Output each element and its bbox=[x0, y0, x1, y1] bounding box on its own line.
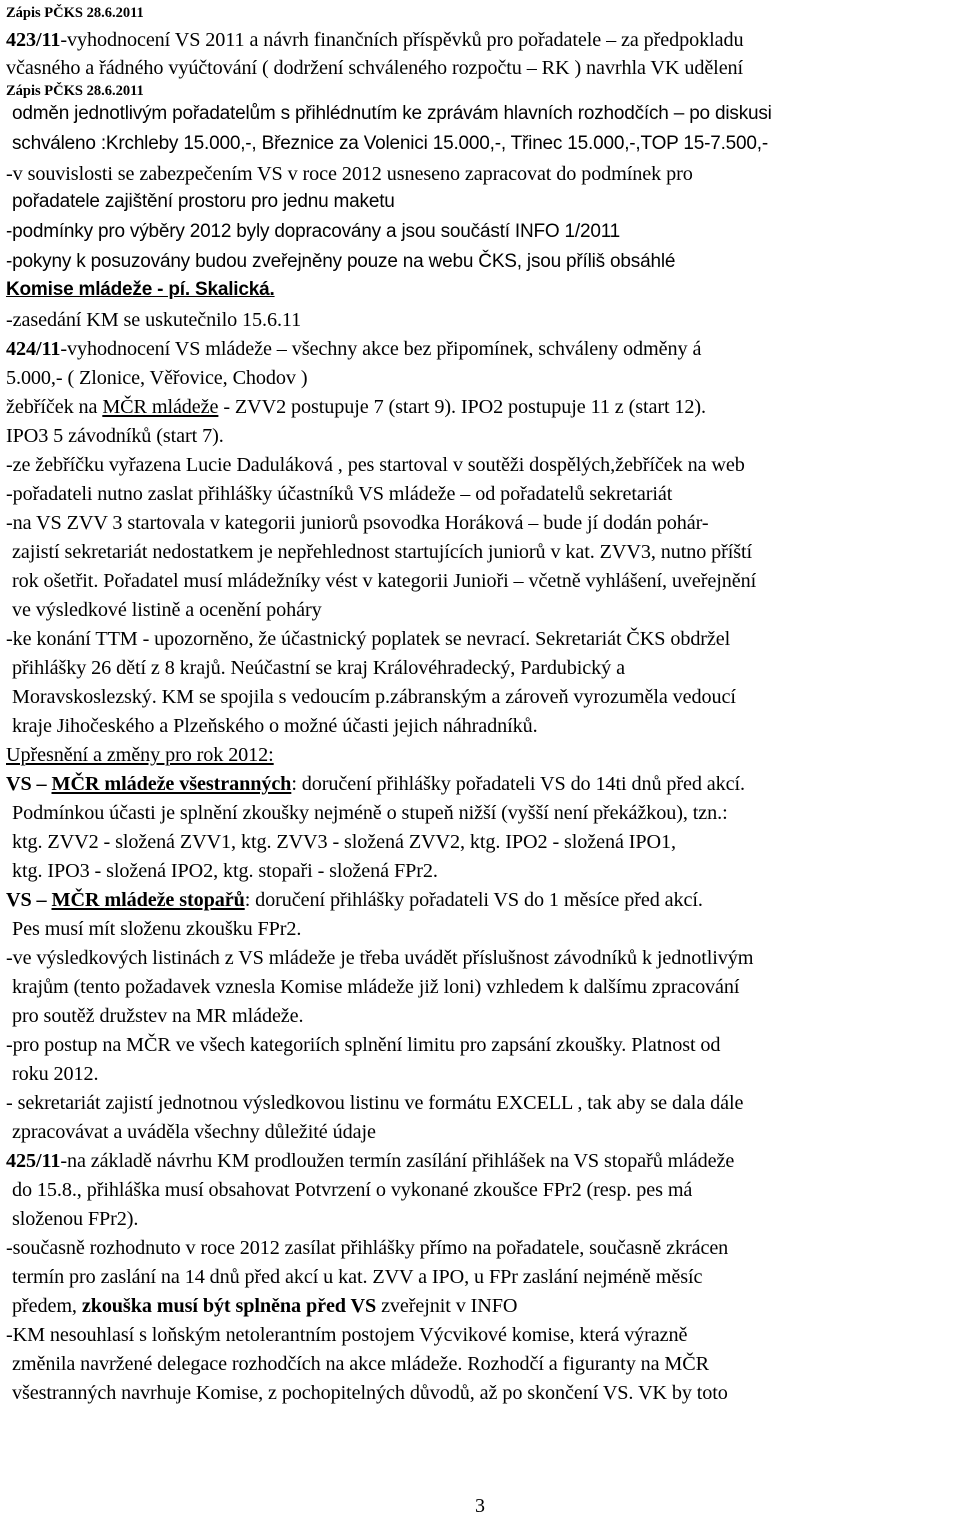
resolution-number: 423/11 bbox=[6, 29, 61, 51]
minutes-line: - sekretariát zajistí jednotnou výsledkovou listinu ve formátu EXCELL , tak aby se dala dále bbox=[6, 1092, 744, 1114]
bold-underlined-text: MČR mládeže všestranných bbox=[51, 773, 292, 795]
minutes-line: IPO3 5 závodníků (start 7). bbox=[6, 425, 224, 447]
minutes-line: do 15.8., přihláška musí obsahovat Potvrzení o vykonané zkoušce FPr2 (resp. pes má bbox=[12, 1179, 693, 1201]
minutes-line bbox=[6, 27, 744, 53]
line-text: předem, bbox=[12, 1295, 82, 1317]
line-text: žebříček na bbox=[6, 396, 103, 418]
minutes-line: Pes musí mít složenu zkoušku FPr2. bbox=[12, 918, 302, 940]
minutes-line bbox=[6, 336, 701, 362]
line-text: -vyhodnocení VS mládeže – všechny akce bez připomínek, schváleny odměny á bbox=[60, 338, 702, 360]
minutes-line: zajistí sekretariát nedostatkem je nepřehlednost startujících juniorů v kat. ZVV3, nutno příští bbox=[12, 541, 753, 563]
minutes-line: změnila navržené delegace rozhodčích na akce mládeže. Rozhodčí a figuranty na MČR bbox=[12, 1353, 710, 1375]
minutes-line: složenou FPr2). bbox=[12, 1208, 139, 1230]
minutes-line: Podmínkou účasti je splnění zkoušky nejméně o stupeň nižší (vyšší není překážkou), tzn.: bbox=[12, 802, 728, 824]
minutes-line bbox=[12, 1293, 517, 1319]
section-heading-youth-commission: Komise mládeže - pí. Skalická. bbox=[6, 279, 275, 300]
bold-underlined-text: MČR mládeže stopařů bbox=[51, 889, 245, 911]
minutes-line: zpracovávat a uváděla všechny důležité údaje bbox=[12, 1121, 376, 1143]
minutes-line: -současně rozhodnuto v roce 2012 zasílat přihlášky přímo na pořadatele, současně zkrácen bbox=[6, 1237, 729, 1259]
minutes-line: 5.000,- ( Zlonice, Věřovice, Chodov ) bbox=[6, 367, 308, 389]
line-text: -vyhodnocení VS 2011 a návrh finančních příspěvků pro pořadatele – za předpokladu bbox=[60, 29, 744, 51]
minutes-line: termín pro zaslání na 14 dnů před akcí u kat. ZVV a IPO, u FPr zaslání nejméně měsíc bbox=[12, 1266, 703, 1288]
line-text: -na základě návrhu KM prodloužen termín zasílání přihlášek na VS stopařů mládeže bbox=[60, 1150, 735, 1172]
minutes-line: -ve výsledkových listinách z VS mládeže je třeba uvádět příslušnost závodníků k jednotlivým bbox=[6, 947, 754, 969]
minutes-line: -zasedání KM se uskutečnilo 15.6.11 bbox=[6, 309, 302, 331]
page-header-repeat: Zápis PČKS 28.6.2011 bbox=[6, 83, 144, 99]
line-text: : doručení přihlášky pořadateli VS do 1 měsíce před akcí. bbox=[244, 889, 703, 911]
minutes-line: -podmínky pro výběry 2012 byly dopracovány a jsou součástí INFO 1/2011 bbox=[6, 221, 621, 242]
minutes-line bbox=[6, 394, 706, 420]
resolution-number: 425/11 bbox=[6, 1150, 61, 1172]
minutes-line: všestranných navrhuje Komise, z pochopitelných důvodů, až po skončení VS. VK by toto bbox=[12, 1382, 728, 1404]
minutes-line bbox=[6, 1148, 734, 1174]
bold-text: zkouška musí být splněna před VS bbox=[81, 1295, 377, 1317]
minutes-line: odměn jednotlivým pořadatelům s přihlédnutím ke zprávám hlavních rozhodčích – po diskusi bbox=[12, 103, 772, 124]
minutes-line: -ze žebříčku vyřazena Lucie Daduláková , pes startoval v soutěži dospělých,žebříček na web bbox=[6, 454, 745, 476]
minutes-line: -v souvislosti se zabezpečením VS v roce 2012 usneseno zapracovat do podmínek pro bbox=[6, 163, 693, 185]
subheading-changes-2012: Upřesnění a změny pro rok 2012: bbox=[6, 744, 274, 766]
minutes-line: krajům (tento požadavek vznesla Komise mládeže již loni) vzhledem k dalšímu zpracování bbox=[12, 976, 740, 998]
line-text: - ZVV2 postupuje 7 (start 9). IPO2 postupuje 11 z (start 12). bbox=[218, 396, 706, 418]
minutes-line: -KM nesouhlasí s loňským netolerantním postojem Výcvikové komise, která výrazně bbox=[6, 1324, 688, 1346]
minutes-line: schváleno :Krchleby 15.000,-, Březnice za Volenici 15.000,-, Třinec 15.000,-,TOP 15-7.500,- bbox=[12, 133, 768, 154]
minutes-line: kraje Jihočeského a Plzeňského o možné účasti jejich náhradníků. bbox=[12, 715, 538, 737]
line-text: zveřejnit v INFO bbox=[376, 1295, 518, 1317]
minutes-line bbox=[6, 887, 703, 913]
minutes-line: včasného a řádného vyúčtování ( dodržení schváleného rozpočtu – RK ) navrhla VK udělení bbox=[6, 57, 744, 79]
minutes-line: -pořadateli nutno zaslat přihlášky účastníků VS mládeže – od pořadatelů sekretariát bbox=[6, 483, 673, 505]
minutes-line: roku 2012. bbox=[12, 1063, 99, 1085]
minutes-line: -pokyny k posuzovány budou zveřejněny pouze na webu ČKS, jsou příliš obsáhlé bbox=[6, 251, 676, 272]
minutes-line: rok ošetřit. Pořadatel musí mládežníky vést v kategorii Junioři – včetně vyhlášení, uveřejnění bbox=[12, 570, 757, 592]
bold-text: VS – bbox=[6, 773, 52, 795]
minutes-line: pořadatele zajištění prostoru pro jednu maketu bbox=[12, 191, 395, 212]
page-header: Zápis PČKS 28.6.2011 bbox=[6, 5, 144, 21]
minutes-line: Moravskoslezský. KM se spojila s vedoucím p.zábranským a zároveň vyrozuměla vedoucí bbox=[12, 686, 736, 708]
minutes-line: ktg. ZVV2 - složená ZVV1, ktg. ZVV3 - složená ZVV2, ktg. IPO2 - složená IPO1, bbox=[12, 831, 676, 853]
bold-text: VS – bbox=[6, 889, 52, 911]
minutes-line: -na VS ZVV 3 startovala v kategorii juniorů psovodka Horáková – bude jí dodán pohár- bbox=[6, 512, 709, 534]
minutes-line: pro soutěž družstev na MR mládeže. bbox=[12, 1005, 304, 1027]
page-number: 3 bbox=[475, 1495, 485, 1517]
minutes-line bbox=[6, 771, 745, 797]
line-text: : doručení přihlášky pořadateli VS do 14ti dnů před akcí. bbox=[291, 773, 745, 795]
minutes-line: ktg. IPO3 - složená IPO2, ktg. stopaři - složená FPr2. bbox=[12, 860, 438, 882]
minutes-line: -ke konání TTM - upozorněno, že účastnický poplatek se nevrací. Sekretariát ČKS obdržel bbox=[6, 628, 731, 650]
minutes-line: -pro postup na MČR ve všech kategoriích splnění limitu pro zapsání zkoušky. Platnost od bbox=[6, 1034, 721, 1056]
underlined-text: MČR mládeže bbox=[102, 396, 219, 418]
minutes-line: ve výsledkové listině a ocenění poháry bbox=[12, 599, 322, 621]
resolution-number: 424/11 bbox=[6, 338, 61, 360]
minutes-line: přihlášky 26 dětí z 8 krajů. Neúčastní se kraj Královéhradecký, Pardubický a bbox=[12, 657, 625, 679]
